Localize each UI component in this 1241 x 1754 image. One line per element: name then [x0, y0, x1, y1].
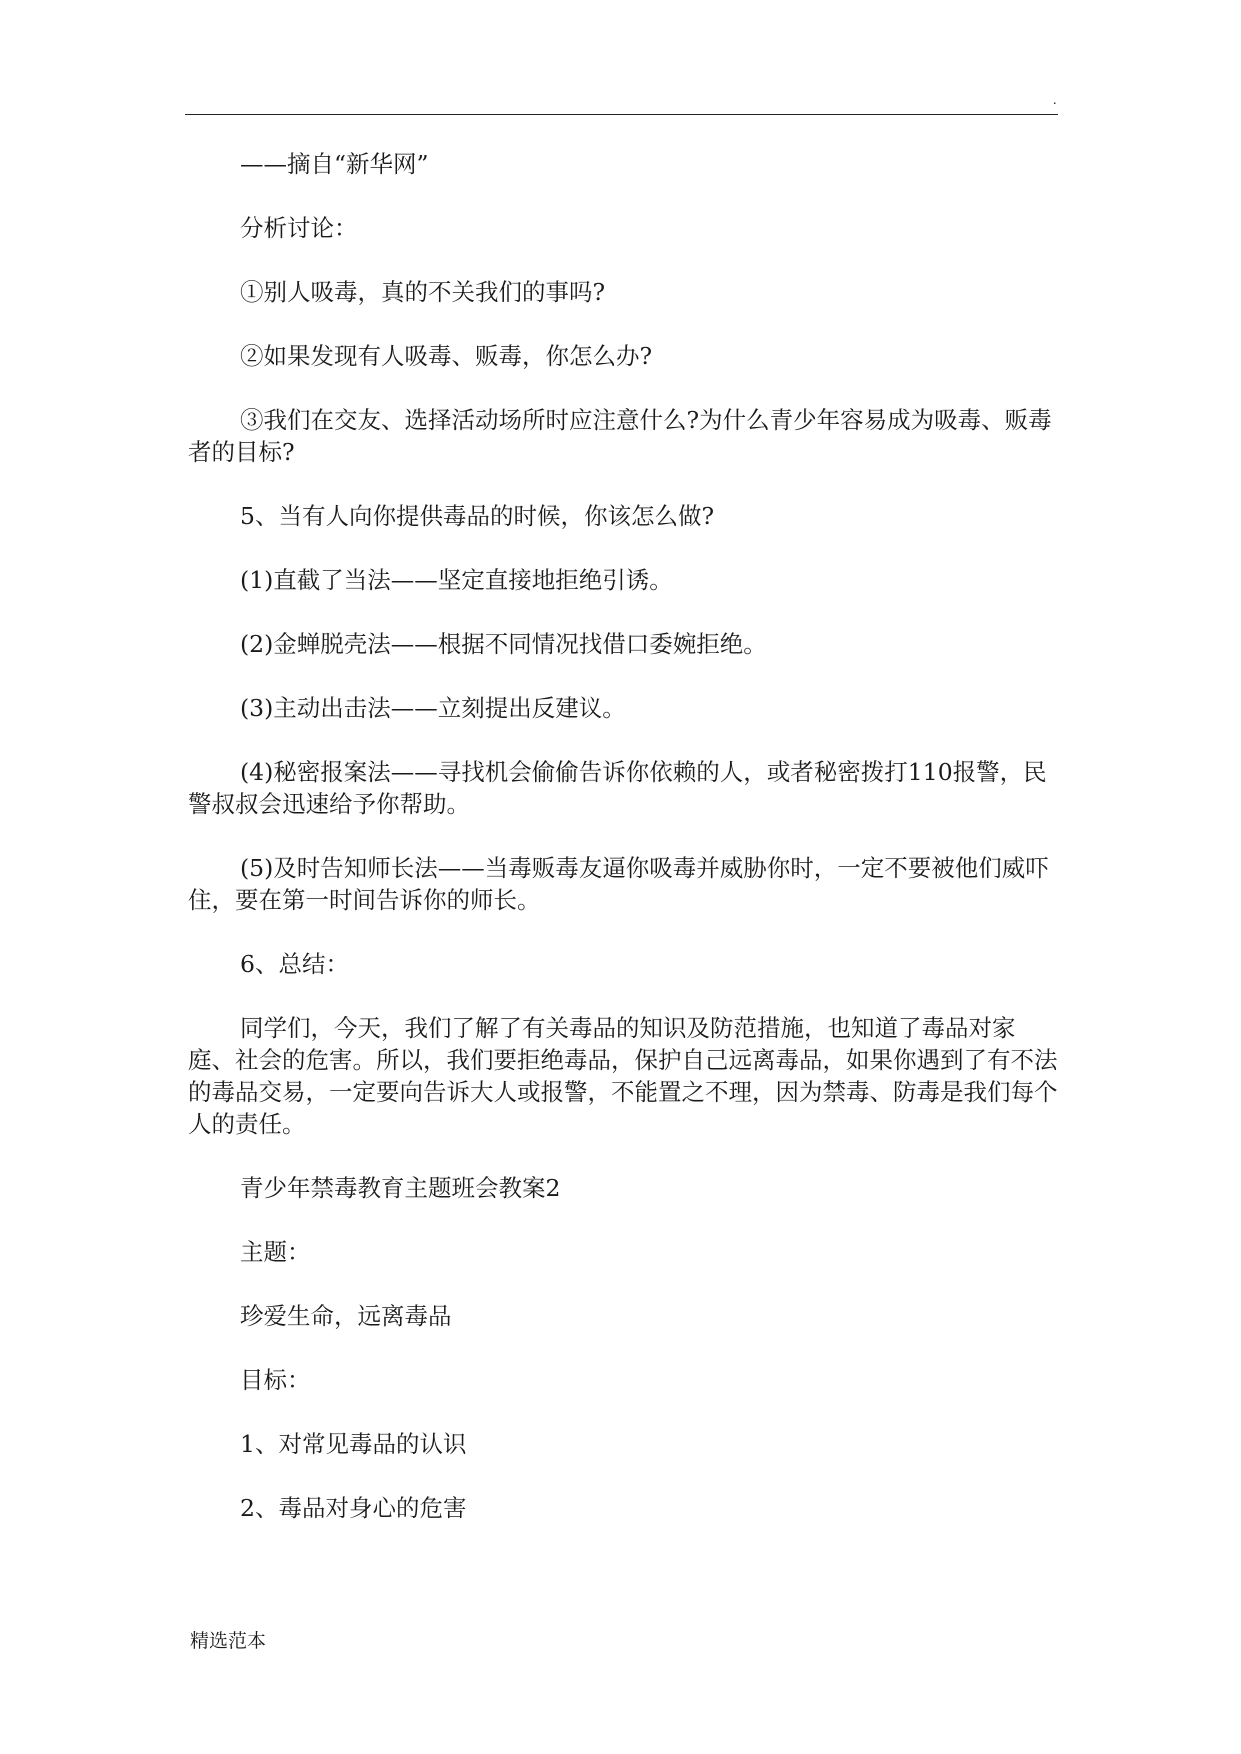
- question-2: ②如果发现有人吸毒、贩毒，你怎么办?: [240, 342, 653, 370]
- lesson-plan-2-title: 青少年禁毒教育主题班会教案2: [240, 1174, 561, 1202]
- discussion-heading: 分析讨论：: [240, 214, 358, 242]
- question-1: ①别人吸毒，真的不关我们的事吗?: [240, 278, 606, 306]
- summary-paragraph: 同学们，今天，我们了解了有关毒品的知识及防范措施，也知道了毒品对家庭、社会的危害。所以，我们要拒绝毒品，保护自己远离毒品，如果你遇到了有不法的毒品交易，一定要向告诉大人或报警，不能置之不理，因为禁毒、防毒是我们每个人的责任。: [188, 1014, 1058, 1138]
- method-4: (4)秘密报案法——寻找机会偷偷告诉你依赖的人，或者秘密拨打110报警，民警叔叔会迅速给予你帮助。: [188, 758, 1047, 818]
- question-3: ③我们在交友、选择活动场所时应注意什么?为什么青少年容易成为吸毒、贩毒者的目标?: [188, 406, 1052, 466]
- method-5: (5)及时告知师长法——当毒贩毒友逼你吸毒并威胁你时，一定不要被他们威吓住，要在第一时间告诉你的师长。: [188, 854, 1049, 914]
- theme-label: 主题：: [240, 1238, 311, 1266]
- goal-item-1: 1、对常见毒品的认识: [240, 1430, 467, 1458]
- section-6-heading: 6、总结：: [240, 950, 349, 978]
- footer-text: 精选范本: [190, 1630, 267, 1652]
- method-3: (3)主动出击法——立刻提出反建议。: [240, 694, 626, 722]
- method-1: (1)直截了当法——坚定直接地拒绝引诱。: [240, 566, 673, 594]
- source-citation: ——摘自“新华网”: [240, 150, 429, 178]
- header-mark: .: [1053, 93, 1057, 108]
- header-rule: [185, 114, 1058, 115]
- method-2: (2)金蝉脱壳法——根据不同情况找借口委婉拒绝。: [240, 630, 767, 658]
- goal-item-2: 2、毒品对身心的危害: [240, 1494, 467, 1522]
- goal-label: 目标：: [240, 1366, 311, 1394]
- document-body: [188, 148, 1058, 1524]
- section-5-heading: 5、当有人向你提供毒品的时候，你该怎么做?: [240, 502, 715, 530]
- theme-text: 珍爱生命，远离毒品: [240, 1302, 452, 1330]
